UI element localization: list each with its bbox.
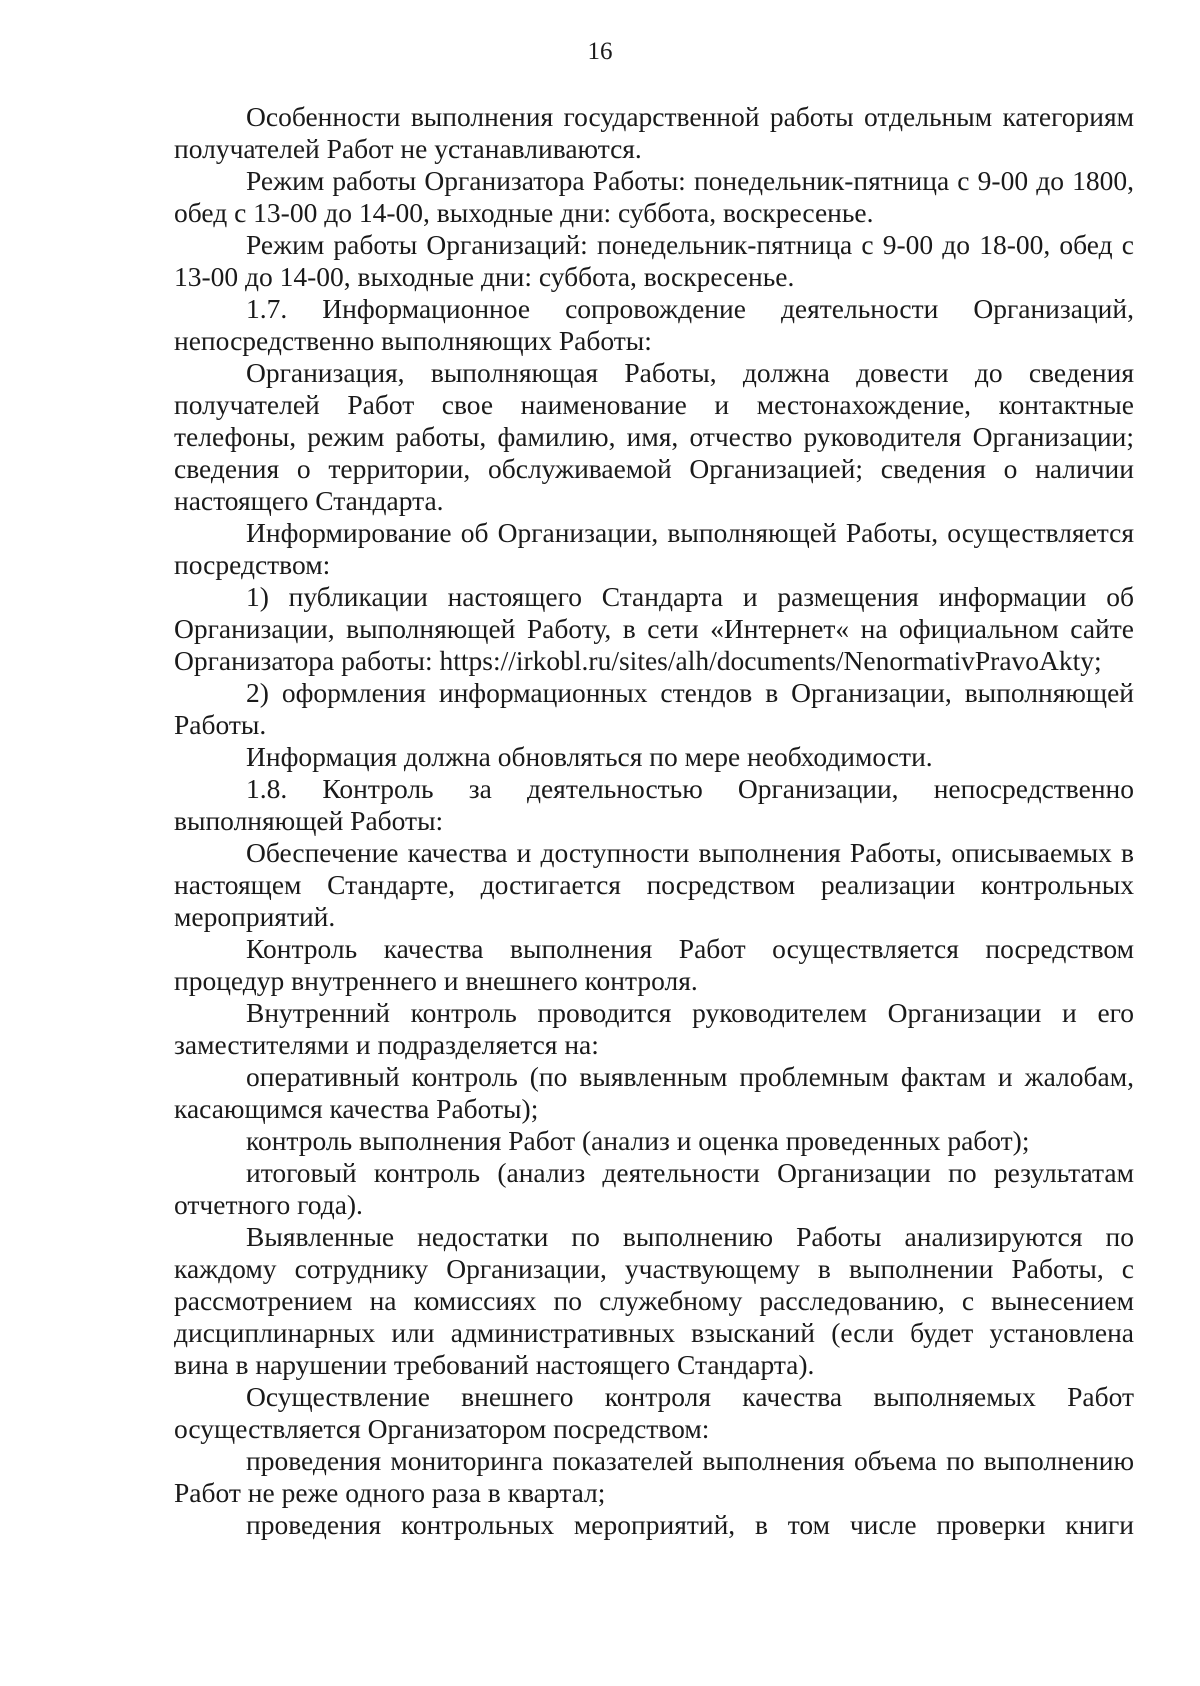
list-item: проведения мониторинга показателей выполнения объема по выполнению Работ не реже одного раза в квартал; xyxy=(174,1445,1134,1508)
paragraph: Особенности выполнения государственной работы отдельным категориям получателей Работ не устанавливаются. xyxy=(174,101,1134,164)
list-item: оперативный контроль (по выявленным проблемным фактам и жалобам, касающимся качества Работы); xyxy=(174,1061,1134,1124)
paragraph: Режим работы Организаций: понедельник-пятница с 9-00 до 18-00, обед с 13-00 до 14-00, выходные дни: суббота, воскресенье. xyxy=(174,229,1134,292)
paragraph: Осуществление внешнего контроля качества выполняемых Работ осуществляется Организатором посредством: xyxy=(174,1381,1134,1444)
paragraph: Внутренний контроль проводится руководителем Организации и его заместителями и подразделяется на: xyxy=(174,997,1134,1060)
paragraph: Обеспечение качества и доступности выполнения Работы, описываемых в настоящем Стандарте, достигается посредством реализации контрольных мероприятий. xyxy=(174,837,1134,932)
page-number: 16 xyxy=(587,38,613,65)
paragraph: Выявленные недостатки по выполнению Работы анализируются по каждому сотруднику Организации, участвующему в выполнении Работы, с рассмотрением на комиссиях по служебному расследованию, с вынесением дисциплинарных или административных взысканий (если будет установлена вина в нарушении требований настоящего Стандарта). xyxy=(174,1221,1134,1380)
paragraph: Режим работы Организатора Работы: понедельник-пятница с 9-00 до 1800, обед с 13-00 до 14-00, выходные дни: суббота, воскресенье. xyxy=(174,165,1134,228)
list-item: 2) оформления информационных стендов в Организации, выполняющей Работы. xyxy=(174,677,1134,740)
list-item: 1) публикации настоящего Стандарта и размещения информации об Организации, выполняющей Работу, в сети «Интернет« на официальном сайте Организатора работы: https://irkobl.ru/sites/alh/documents/NenormativPravoAkty; xyxy=(174,581,1134,676)
paragraph: Контроль качества выполнения Работ осуществляется посредством процедур внутреннего и внешнего контроля. xyxy=(174,933,1134,996)
section-heading-1-8: 1.8. Контроль за деятельностью Организации, непосредственно выполняющей Работы: xyxy=(174,773,1134,836)
list-item: итоговый контроль (анализ деятельности Организации по результатам отчетного года). xyxy=(174,1157,1134,1220)
section-heading-1-7: 1.7. Информационное сопровождение деятельности Организаций, непосредственно выполняющих Работы: xyxy=(174,293,1134,356)
list-item: проведения контрольных мероприятий, в том числе проверки книги xyxy=(246,1509,1134,1540)
paragraph: Организация, выполняющая Работы, должна довести до сведения получателей Работ свое наименование и местонахождение, контактные телефоны, режим работы, фамилию, имя, отчество руководителя Организации; сведения о территории, обслуживаемой Организацией; сведения о наличии настоящего Стандарта. xyxy=(174,357,1134,516)
paragraph: Информирование об Организации, выполняющей Работы, осуществляется посредством: xyxy=(174,517,1134,580)
list-item: контроль выполнения Работ (анализ и оценка проведенных работ); xyxy=(246,1125,1030,1156)
document-body xyxy=(174,101,1134,1541)
paragraph: Информация должна обновляться по мере необходимости. xyxy=(246,741,933,772)
